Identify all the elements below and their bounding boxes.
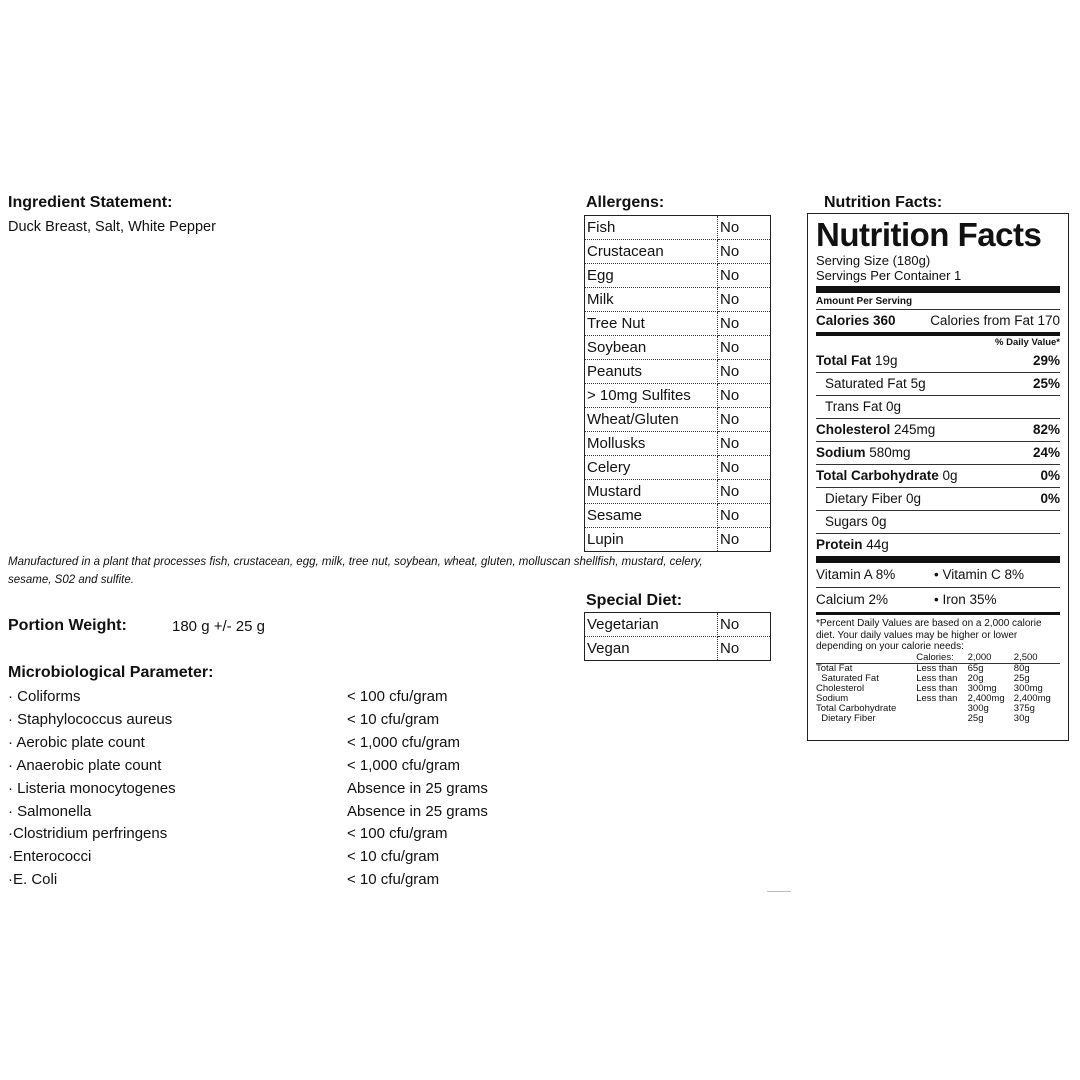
micro-parameter: · Aerobic plate count [8, 733, 145, 751]
nutrient-amount: 5g [910, 376, 926, 391]
allergen-row [585, 336, 771, 360]
nutrient-row [816, 533, 1060, 556]
servings-per-container: Servings Per Container 1 [816, 268, 962, 283]
nutrient-amount: 19g [875, 353, 898, 368]
allergen-value: No [718, 504, 771, 528]
facility-note: Manufactured in a plant that processes fish, crustacean, egg, milk, tree nut, soybean, wheat, gluten, molluscan shellfish, mustard, celery, sesame, S02 and sulfite. [8, 556, 703, 586]
micro-limit: Absence in 25 grams [347, 802, 488, 820]
nutrient-row [816, 441, 1060, 464]
footer-row [816, 684, 1060, 694]
allergen-row [585, 216, 771, 240]
calcium: Calcium 2% [816, 592, 889, 607]
thick-rule [816, 286, 1060, 293]
nutrient-label: Total Fat [816, 353, 872, 368]
portion-label: Portion Weight: [8, 617, 127, 634]
footer-cell: 300mg [967, 682, 997, 694]
nutrient-row [816, 350, 1060, 372]
nutrient-amount: 44g [866, 537, 889, 552]
allergens-table [584, 215, 771, 552]
nutrient-dv: 82% [1032, 422, 1060, 437]
allergen-value: No [720, 531, 740, 548]
calories: Calories 360 [816, 313, 896, 328]
micro-limit: < 10 cfu/gram [347, 710, 440, 728]
vitamin-a: Vitamin A 8% [816, 567, 896, 582]
daily-value-header: % Daily Value* [995, 337, 1060, 348]
nutrient-label-group [816, 419, 935, 441]
footer-cell: 80g [1013, 662, 1030, 674]
diet-name: Vegan [585, 637, 718, 661]
vitamin-c: • Vitamin C 8% [934, 567, 1025, 582]
footer-cell: Less than [916, 682, 958, 694]
allergen-row [585, 360, 771, 384]
allergen-row [585, 312, 771, 336]
allergen-row [585, 240, 771, 264]
footer-table [816, 653, 1060, 724]
allergen-value: No [718, 384, 771, 408]
footer-header-cell: 2,000 [967, 651, 992, 663]
nutrient-label: Saturated Fat [825, 376, 907, 391]
footer-header-row [816, 653, 1060, 664]
nutrient-label: Sodium [816, 445, 866, 460]
allergen-name: Wheat/Gluten [585, 408, 718, 432]
allergen-name: Crustacean [585, 240, 718, 264]
micro-parameter: · Listeria monocytogenes [8, 779, 176, 797]
nutrient-label: Cholesterol [816, 422, 891, 437]
nutrient-row [816, 372, 1060, 395]
footer-cell: Dietary Fiber [816, 712, 876, 724]
micro-parameter: · Coliforms [8, 688, 81, 705]
allergen-row [585, 288, 771, 312]
footer-cell: 25g [967, 712, 984, 724]
footer-cell: 2,400mg [1013, 692, 1051, 704]
allergen-value: No [718, 360, 771, 384]
nutrient-dv: 25% [1032, 376, 1060, 391]
footer-header-cell: 2,500 [1013, 651, 1038, 663]
nutrient-label-group [825, 511, 887, 533]
footer-header-cell: Calories: [916, 651, 954, 663]
nutrient-row [816, 487, 1060, 510]
nutrient-rows [816, 350, 1060, 556]
allergen-row [585, 408, 771, 432]
allergen-value: No [718, 336, 771, 360]
nutrient-label: Total Carbohydrate [816, 468, 939, 483]
ingredient-text: Duck Breast, Salt, White Pepper [8, 219, 216, 235]
nutrient-row [816, 510, 1060, 533]
allergen-name: Lupin [585, 528, 718, 552]
allergen-value: No [718, 408, 771, 432]
nutrient-dv: 29% [1032, 353, 1060, 368]
allergen-row [585, 480, 771, 504]
footer-cell: Sodium [816, 692, 849, 704]
allergen-name: Mustard [585, 480, 718, 504]
special-diet-heading: Special Diet: [586, 592, 683, 609]
footer-row [816, 674, 1060, 684]
nutrient-label-group [825, 373, 926, 395]
micro-parameter: · Salmonella [8, 802, 92, 820]
footer-cell: Cholesterol [816, 682, 865, 694]
nutrition-heading: Nutrition Facts: [824, 194, 943, 211]
nutrient-row [816, 464, 1060, 487]
allergen-row [585, 432, 771, 456]
allergen-name: Mollusks [585, 432, 718, 456]
nutrient-label-group [816, 350, 898, 372]
footer-cell: Total Fat [816, 662, 853, 674]
allergen-row [585, 528, 771, 552]
footer-cell: Total Carbohydrate [816, 702, 897, 714]
allergen-row [585, 264, 771, 288]
nutrient-label-group [816, 465, 958, 487]
footer-cell: Less than [916, 672, 958, 684]
nutrient-label-group [816, 534, 889, 556]
footer-cell: Less than [916, 662, 958, 674]
amount-per-serving: Amount Per Serving [816, 296, 913, 307]
allergen-value: No [718, 480, 771, 504]
micro-limit: < 100 cfu/gram [347, 688, 448, 705]
footer-row [816, 714, 1060, 724]
nutrient-label: Sugars [825, 514, 868, 529]
nutrient-dv: 0% [1040, 468, 1060, 483]
footer-cell [916, 714, 967, 724]
footer-cell: 375g [1013, 702, 1035, 714]
nutrient-amount: 245mg [894, 422, 936, 437]
nutrient-label-group [825, 396, 901, 418]
micro-limit: < 1,000 cfu/gram [347, 756, 460, 774]
allergen-name: Fish [585, 216, 718, 240]
ingredient-heading: Ingredient Statement: [8, 194, 173, 211]
nutrient-label-group [825, 488, 921, 510]
allergen-value: No [718, 240, 771, 264]
special-diet-table [584, 612, 771, 661]
diet-value: No [720, 640, 740, 657]
micro-limit: < 1,000 cfu/gram [347, 733, 460, 751]
nutrition-facts-panel [807, 213, 1069, 741]
footer-row [816, 694, 1060, 704]
footer-cell: 65g [967, 662, 984, 674]
allergen-name: Tree Nut [585, 312, 718, 336]
allergen-value: No [718, 216, 771, 240]
allergen-value: No [718, 288, 771, 312]
allergen-name: Sesame [585, 504, 718, 528]
divider [767, 891, 791, 892]
nutrient-amount: 0g [871, 514, 887, 529]
footer-cell: 300g [967, 702, 989, 714]
micro-parameter: · Anaerobic plate count [8, 756, 162, 774]
footer-cell: 2,400mg [967, 692, 1005, 704]
diet-row [585, 613, 771, 637]
portion-value: 180 g +/- 25 g [172, 618, 265, 635]
footer-cell [916, 704, 967, 714]
diet-row [585, 637, 771, 661]
allergen-name: Milk [585, 288, 718, 312]
footnote: *Percent Daily Values are based on a 2,000 calorie diet. Your daily values may be higher or lower depending on your calorie needs: [816, 612, 1060, 653]
calories-from-fat: Calories from Fat 170 [930, 313, 1060, 328]
iron: • Iron 35% [934, 592, 997, 607]
nf-title: Nutrition Facts [816, 216, 1042, 253]
micro-parameter: ·Clostridium perfringens [8, 825, 168, 843]
nutrient-amount: 0g [906, 491, 922, 506]
allergen-value: No [718, 432, 771, 456]
nutrient-label: Dietary Fiber [825, 491, 903, 506]
allergen-name: Soybean [585, 336, 718, 360]
micro-limit: Absence in 25 grams [347, 779, 488, 797]
nutrient-dv: 24% [1032, 445, 1060, 460]
nutrient-row [816, 395, 1060, 418]
micro-limit: < 100 cfu/gram [347, 825, 448, 843]
nutrient-amount: 580mg [869, 445, 911, 460]
micro-parameter: ·Enterococci [8, 848, 92, 866]
nutrient-label-group [816, 442, 911, 464]
nutrient-label: Trans Fat [825, 399, 883, 414]
diet-value: No [718, 613, 771, 637]
allergen-row [585, 384, 771, 408]
footer-cell: Saturated Fat [816, 672, 879, 684]
footer-cell: 20g [967, 672, 984, 684]
micro-limit: < 10 cfu/gram [347, 871, 440, 889]
allergen-name: Egg [585, 264, 718, 288]
allergen-value: No [718, 456, 771, 480]
footer-cell: Less than [916, 692, 958, 704]
diet-name: Vegetarian [585, 613, 718, 637]
micro-parameter: · Staphylococcus aureus [8, 710, 173, 728]
allergen-value: No [718, 312, 771, 336]
allergen-name: Celery [585, 456, 718, 480]
footer-cell: 25g [1013, 672, 1030, 684]
allergens-heading: Allergens: [586, 194, 665, 211]
micro-parameter: ·E. Coli [8, 871, 58, 889]
allergen-value: No [718, 264, 771, 288]
allergen-row [585, 456, 771, 480]
footer-row [816, 663, 1060, 674]
nutrient-dv: 0% [1040, 491, 1060, 506]
footer-row [816, 704, 1060, 714]
footer-cell: 30g [1013, 712, 1030, 724]
serving-size: Serving Size (180g) [816, 253, 931, 268]
micro-limit: < 10 cfu/gram [347, 848, 440, 866]
nutrient-label: Protein [816, 537, 863, 552]
allergen-name: > 10mg Sulfites [585, 384, 718, 408]
micro-heading: Microbiological Parameter: [8, 664, 214, 681]
footer-blank [816, 653, 916, 664]
allergen-name: Peanuts [585, 360, 718, 384]
thick-rule-2 [816, 556, 1060, 563]
footer-cell: 300mg [1013, 682, 1043, 694]
nutrient-row [816, 418, 1060, 441]
allergen-row [585, 504, 771, 528]
nutrient-amount: 0g [942, 468, 958, 483]
nutrient-amount: 0g [886, 399, 902, 414]
